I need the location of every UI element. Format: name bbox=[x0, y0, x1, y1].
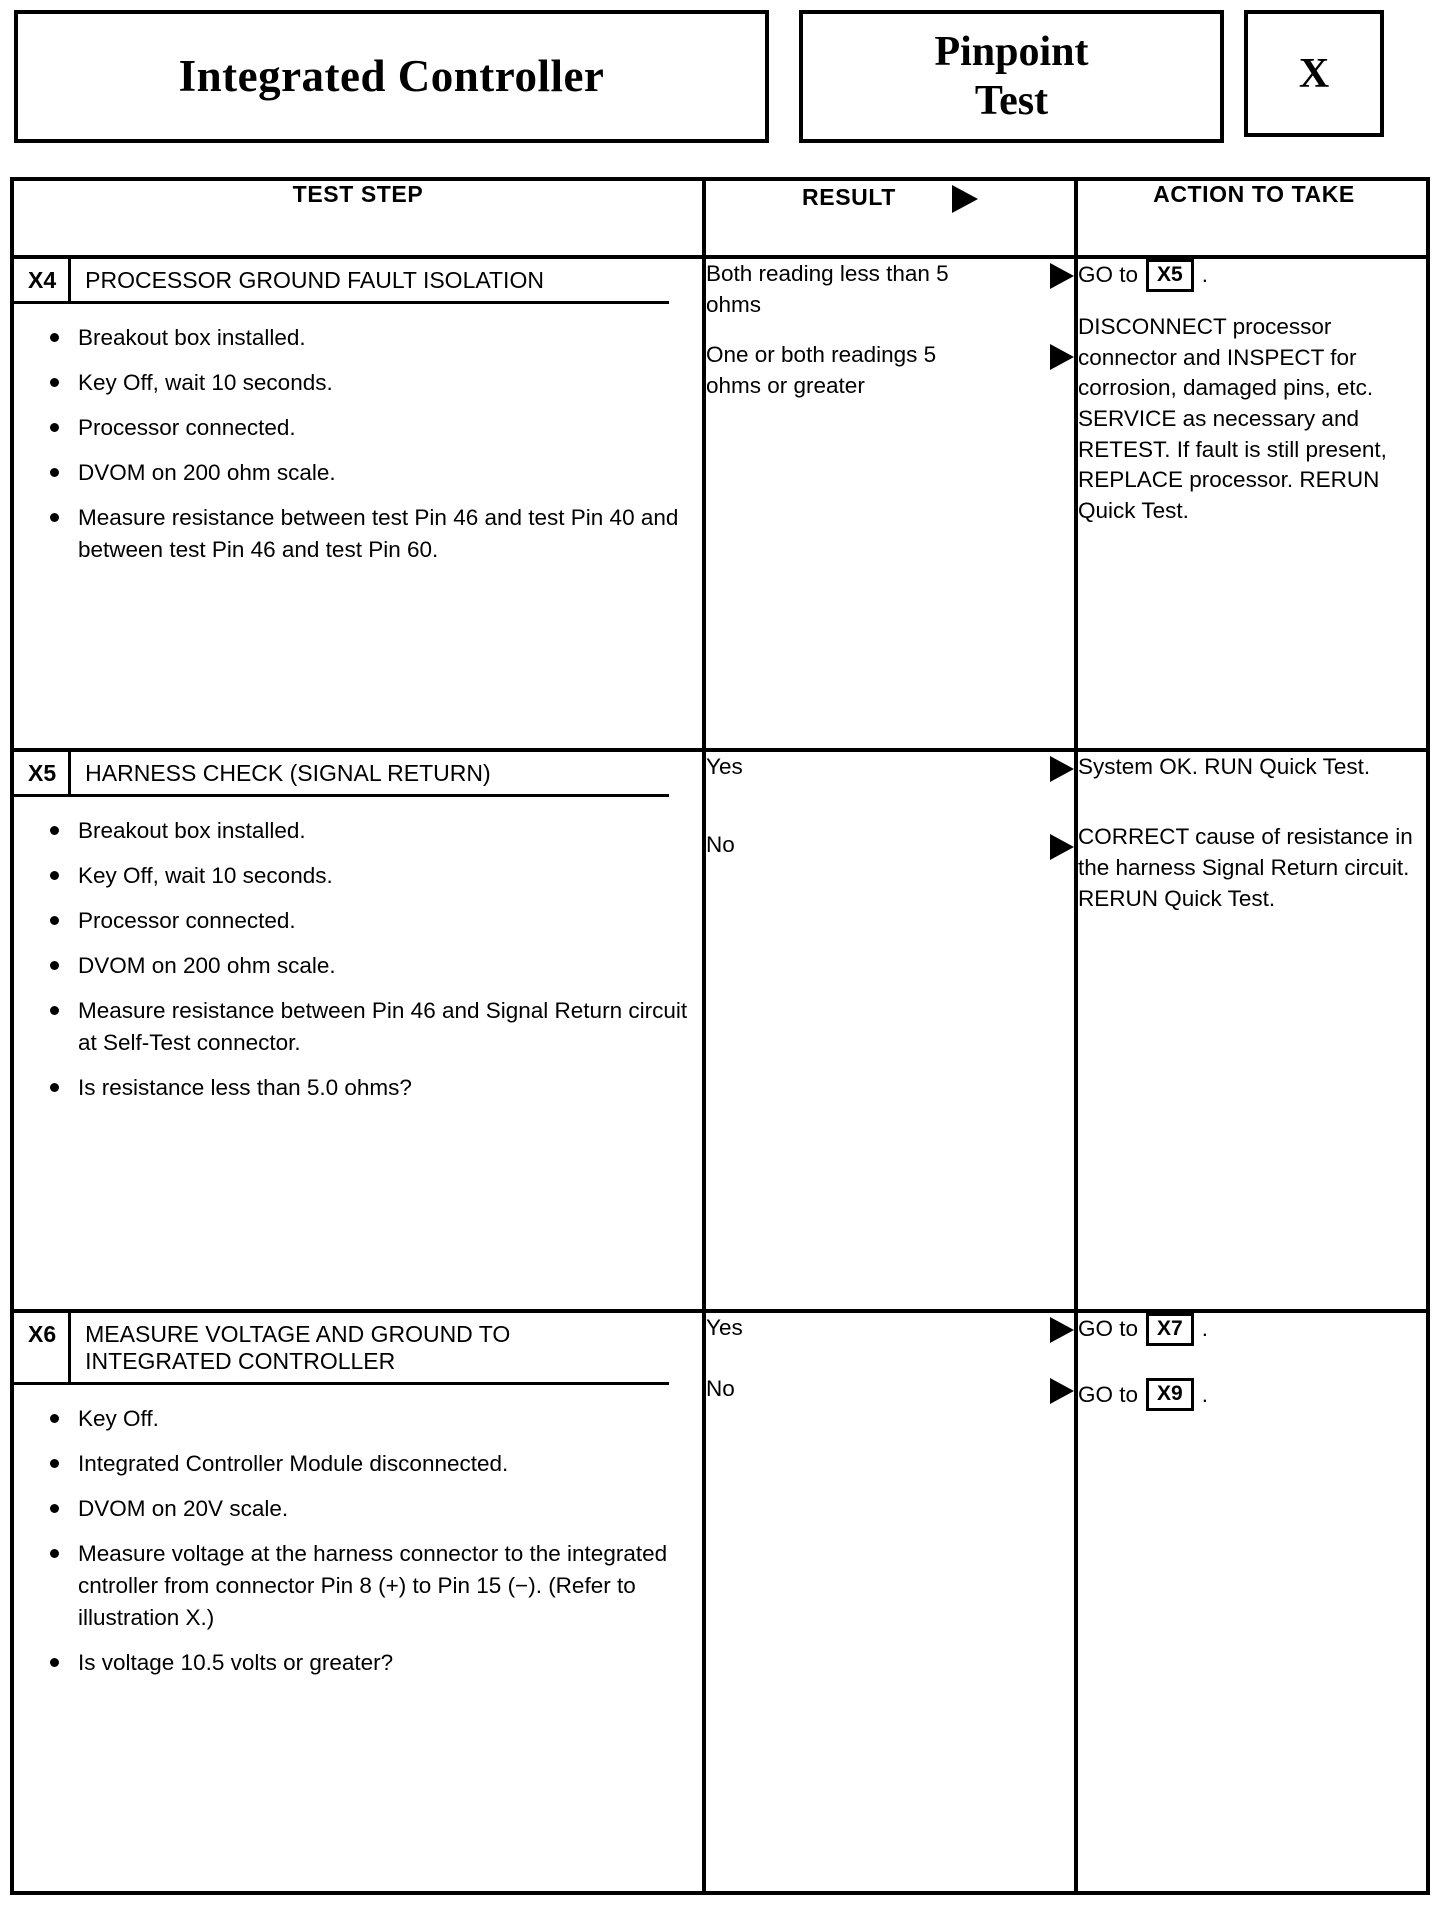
result-entry bbox=[706, 1374, 1074, 1405]
list-item: DVOM on 200 ohm scale. bbox=[48, 457, 688, 489]
step-name: PROCESSOR GROUND FAULT ISOLATION bbox=[85, 267, 544, 293]
test-letter: X bbox=[1298, 50, 1330, 97]
triangle-right-icon bbox=[1050, 834, 1074, 860]
list-item: Is voltage 10.5 volts or greater? bbox=[48, 1647, 688, 1679]
action-text: System OK. RUN Quick Test. bbox=[1078, 753, 1371, 779]
step-reference-link[interactable]: X7 bbox=[1146, 1313, 1194, 1346]
action-text: DISCONNECT processor connector and INSPECT for corrosion, damaged pins, etc. SERVICE as necessary and RETEST. If fault is still present, REPLACE processor. RERUN Quick Test. bbox=[1078, 314, 1387, 523]
step-bullet-list bbox=[14, 1403, 702, 1679]
column-header-result-label: RESULT bbox=[802, 183, 896, 210]
list-item: Key Off. bbox=[48, 1403, 688, 1435]
action-goto-prefix: GO to bbox=[1078, 1316, 1139, 1342]
pinpoint-label-line2: Test bbox=[974, 77, 1049, 124]
action-goto-suffix: . bbox=[1201, 262, 1208, 288]
action-goto-suffix: . bbox=[1201, 1381, 1208, 1407]
action-text: CORRECT cause of resistance in the harness Signal Return circuit. RERUN Quick Test. bbox=[1078, 824, 1413, 911]
page-header bbox=[0, 10, 1440, 155]
test-step-cell-x6 bbox=[14, 1311, 704, 1891]
step-reference-link[interactable]: X9 bbox=[1146, 1378, 1194, 1411]
triangle-right-icon bbox=[1050, 1378, 1074, 1404]
step-bullet-list bbox=[14, 322, 702, 566]
result-entry bbox=[706, 340, 1074, 401]
result-text: One or both readings 5 ohms or greater bbox=[706, 342, 937, 398]
triangle-right-icon bbox=[952, 185, 978, 213]
column-header-test-step: TEST STEP bbox=[14, 181, 704, 257]
header-letter-box bbox=[1244, 10, 1384, 137]
result-text: Yes bbox=[706, 1315, 743, 1341]
action-cell-x4 bbox=[1076, 257, 1430, 750]
triangle-right-icon bbox=[1050, 756, 1074, 782]
header-title-box bbox=[14, 10, 769, 143]
list-item: Is resistance less than 5.0 ohms? bbox=[48, 1072, 688, 1104]
step-name: MEASURE VOLTAGE AND GROUND TO INTEGRATED CONTROLLER bbox=[85, 1321, 511, 1375]
list-item: Processor connected. bbox=[48, 412, 688, 444]
header-pinpoint-box bbox=[799, 10, 1224, 143]
list-item: Measure resistance between test Pin 46 and test Pin 40 and between test Pin 46 and test Pin 60. bbox=[48, 502, 688, 566]
table-row bbox=[14, 750, 1430, 1311]
action-goto-prefix: GO to bbox=[1078, 262, 1139, 288]
list-item: Key Off, wait 10 seconds. bbox=[48, 860, 688, 892]
action-goto-suffix: . bbox=[1201, 1316, 1208, 1342]
triangle-right-icon bbox=[1050, 1317, 1074, 1343]
list-item: DVOM on 200 ohm scale. bbox=[48, 950, 688, 982]
step-bullet-list bbox=[14, 815, 702, 1104]
result-text: No bbox=[706, 1375, 735, 1401]
step-code: X4 bbox=[14, 259, 71, 301]
result-cell-x4 bbox=[704, 257, 1076, 750]
step-title-bar bbox=[14, 259, 669, 304]
table-row bbox=[14, 1311, 1430, 1891]
list-item: Key Off, wait 10 seconds. bbox=[48, 367, 688, 399]
page-title: Integrated Controller bbox=[178, 50, 605, 101]
table-row bbox=[14, 257, 1430, 750]
result-text: No bbox=[706, 832, 735, 858]
column-header-action: ACTION TO TAKE bbox=[1076, 181, 1430, 257]
step-name: HARNESS CHECK (SIGNAL RETURN) bbox=[85, 759, 491, 786]
list-item: Measure voltage at the harness connector to the integrated cntroller from connector Pin 8 (+) to Pin 15 (−). (Refer to illustration X.) bbox=[48, 1538, 688, 1634]
pinpoint-test-table bbox=[10, 177, 1430, 1895]
triangle-right-icon bbox=[1050, 344, 1074, 370]
list-item: Breakout box installed. bbox=[48, 322, 688, 354]
step-title-bar bbox=[14, 1313, 669, 1385]
result-cell-x6 bbox=[704, 1311, 1076, 1891]
result-cell-x5 bbox=[704, 750, 1076, 1311]
list-item: Measure resistance between Pin 46 and Signal Return circuit at Self-Test connector. bbox=[48, 995, 688, 1059]
triangle-right-icon bbox=[1050, 263, 1074, 289]
step-title-bar bbox=[14, 752, 669, 797]
result-entry bbox=[706, 259, 1074, 320]
action-goto bbox=[1078, 259, 1430, 292]
action-cell-x6 bbox=[1076, 1311, 1430, 1891]
step-code: X5 bbox=[14, 752, 71, 794]
step-code: X6 bbox=[14, 1313, 71, 1382]
test-step-cell-x4 bbox=[14, 257, 704, 750]
action-cell-x5 bbox=[1076, 750, 1430, 1311]
action-goto bbox=[1078, 1378, 1430, 1411]
test-step-cell-x5 bbox=[14, 750, 704, 1311]
list-item: Breakout box installed. bbox=[48, 815, 688, 847]
step-reference-link[interactable]: X5 bbox=[1146, 259, 1194, 292]
list-item: Processor connected. bbox=[48, 905, 688, 937]
page bbox=[0, 10, 1440, 1930]
result-text: Yes bbox=[706, 753, 743, 779]
pinpoint-label-line1: Pinpoint bbox=[934, 29, 1089, 76]
result-entry bbox=[706, 752, 1074, 783]
table-header-row bbox=[14, 181, 1430, 257]
result-entry bbox=[706, 830, 1074, 861]
list-item: Integrated Controller Module disconnected. bbox=[48, 1448, 688, 1480]
action-goto bbox=[1078, 1313, 1430, 1346]
result-text: Both reading less than 5 ohms bbox=[706, 261, 949, 317]
list-item: DVOM on 20V scale. bbox=[48, 1493, 688, 1525]
action-goto-prefix: GO to bbox=[1078, 1381, 1139, 1407]
column-header-result bbox=[704, 181, 1076, 257]
result-entry bbox=[706, 1313, 1074, 1344]
